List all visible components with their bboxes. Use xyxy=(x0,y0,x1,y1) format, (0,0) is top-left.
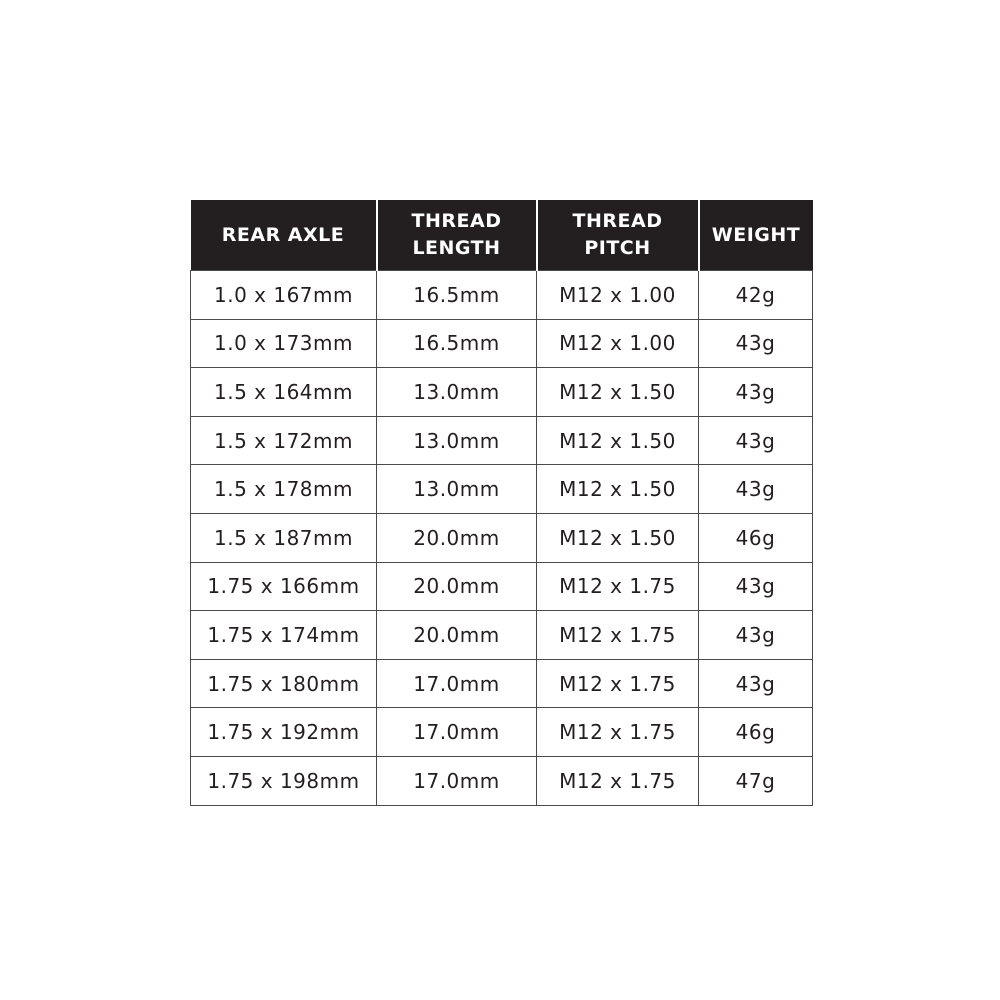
cell-rear-axle: 1.0 x 173mm xyxy=(191,319,377,368)
cell-thread-pitch: M12 x 1.00 xyxy=(537,271,699,320)
cell-thread-pitch: M12 x 1.75 xyxy=(537,659,699,708)
header-rear-axle-line1: REAR AXLE xyxy=(221,223,345,246)
cell-thread-pitch: M12 x 1.50 xyxy=(537,513,699,562)
cell-rear-axle: 1.75 x 174mm xyxy=(191,611,377,660)
header-thread-length-line2: LENGTH xyxy=(412,237,501,259)
cell-weight: 46g xyxy=(699,708,813,757)
cell-thread-length: 17.0mm xyxy=(377,659,537,708)
spec-table-container xyxy=(190,200,812,806)
cell-thread-length: 16.5mm xyxy=(377,271,537,320)
cell-weight: 43g xyxy=(699,465,813,514)
cell-weight: 43g xyxy=(699,659,813,708)
cell-rear-axle: 1.5 x 172mm xyxy=(191,416,377,465)
cell-rear-axle: 1.5 x 164mm xyxy=(191,368,377,417)
table-row xyxy=(191,368,813,417)
header-thread-pitch xyxy=(537,200,699,271)
cell-weight: 43g xyxy=(699,368,813,417)
table-row xyxy=(191,513,813,562)
cell-thread-pitch: M12 x 1.75 xyxy=(537,611,699,660)
header-weight-line1: WEIGHT xyxy=(711,223,801,246)
table-row xyxy=(191,271,813,320)
cell-thread-length: 13.0mm xyxy=(377,416,537,465)
cell-thread-pitch: M12 x 1.50 xyxy=(537,416,699,465)
cell-thread-pitch: M12 x 1.50 xyxy=(537,368,699,417)
cell-thread-length: 17.0mm xyxy=(377,708,537,757)
table-row xyxy=(191,319,813,368)
cell-rear-axle: 1.5 x 187mm xyxy=(191,513,377,562)
header-rear-axle xyxy=(191,200,377,271)
cell-thread-length: 20.0mm xyxy=(377,611,537,660)
cell-thread-pitch: M12 x 1.00 xyxy=(537,319,699,368)
cell-rear-axle: 1.5 x 178mm xyxy=(191,465,377,514)
header-thread-pitch-line1: THREAD xyxy=(572,210,663,232)
cell-thread-length: 20.0mm xyxy=(377,513,537,562)
table-row xyxy=(191,465,813,514)
cell-weight: 43g xyxy=(699,416,813,465)
cell-rear-axle: 1.0 x 167mm xyxy=(191,271,377,320)
cell-thread-length: 16.5mm xyxy=(377,319,537,368)
cell-weight: 42g xyxy=(699,271,813,320)
cell-thread-pitch: M12 x 1.75 xyxy=(537,756,699,805)
header-thread-pitch-line2: PITCH xyxy=(584,237,651,259)
axle-spec-table xyxy=(190,200,813,806)
table-row xyxy=(191,708,813,757)
cell-weight: 43g xyxy=(699,611,813,660)
cell-weight: 47g xyxy=(699,756,813,805)
cell-thread-length: 13.0mm xyxy=(377,368,537,417)
table-row xyxy=(191,659,813,708)
table-row xyxy=(191,562,813,611)
cell-thread-length: 20.0mm xyxy=(377,562,537,611)
table-row xyxy=(191,756,813,805)
cell-thread-pitch: M12 x 1.75 xyxy=(537,708,699,757)
cell-thread-length: 13.0mm xyxy=(377,465,537,514)
cell-weight: 43g xyxy=(699,319,813,368)
cell-thread-pitch: M12 x 1.75 xyxy=(537,562,699,611)
cell-rear-axle: 1.75 x 166mm xyxy=(191,562,377,611)
cell-rear-axle: 1.75 x 192mm xyxy=(191,708,377,757)
header-weight xyxy=(699,200,813,271)
header-thread-length xyxy=(377,200,537,271)
table-row xyxy=(191,611,813,660)
cell-rear-axle: 1.75 x 180mm xyxy=(191,659,377,708)
cell-weight: 46g xyxy=(699,513,813,562)
cell-rear-axle: 1.75 x 198mm xyxy=(191,756,377,805)
header-thread-length-line1: THREAD xyxy=(411,210,502,232)
table-row xyxy=(191,416,813,465)
cell-thread-pitch: M12 x 1.50 xyxy=(537,465,699,514)
cell-weight: 43g xyxy=(699,562,813,611)
cell-thread-length: 17.0mm xyxy=(377,756,537,805)
table-header-row xyxy=(191,200,813,271)
